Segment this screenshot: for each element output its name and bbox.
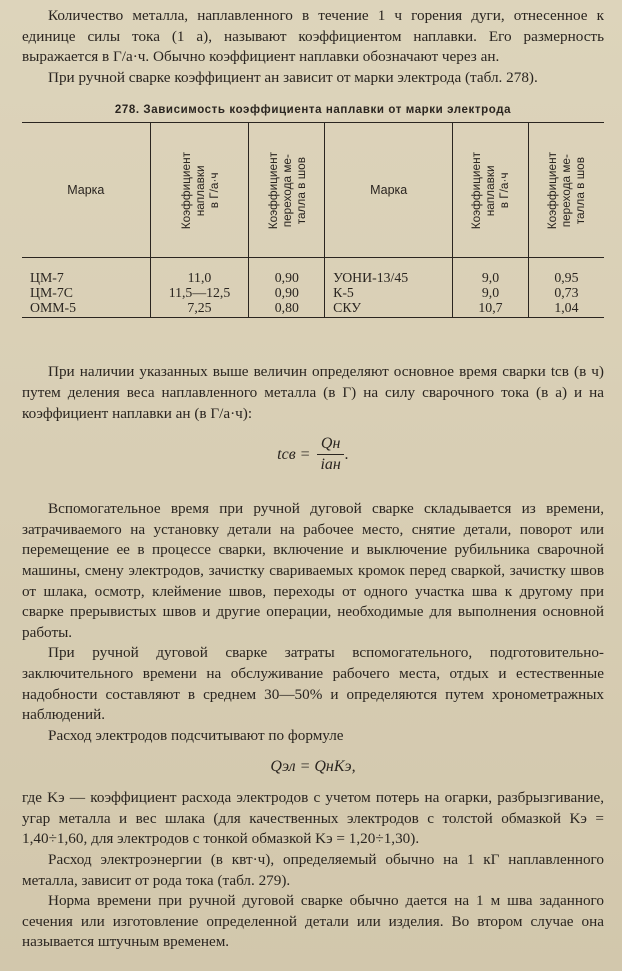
- table-cell: 9,0: [453, 285, 529, 300]
- header-coef-right: Коэффициент наплавки в Г/а·ч: [453, 123, 529, 258]
- header-transfer-right: Коэффициент перехода ме- талла в шов: [528, 123, 604, 258]
- paragraph-manual-welding: При ручной сварке коэффициент aн зависит от марки электрода (табл. 278).: [48, 68, 538, 86]
- table-cell: 9,0: [453, 258, 529, 286]
- table-cell: 0,90: [249, 285, 325, 300]
- table-cell: СКУ: [325, 300, 453, 318]
- table-cell: 0,80: [249, 300, 325, 318]
- paragraph-deposition-coefficient: Количество металла, наплавленного в течение 1 ч горения дуги, отнесенное к единице силы тока (1 а), называют коэффициентом наплавки. Его размерность выражается в Г/а·ч. Обычно коэффициент наплавки обозначают через aн.: [22, 7, 604, 66]
- formula-welding-time: [22, 434, 604, 475]
- header-mark-left: Марка: [22, 123, 150, 258]
- paragraph-ke-definition: где Kэ — коэффициент расхода электродов с учетом потерь на огарки, разбрызгивание, угар металла и вес шлака (для качественных электродов с толстой обмазкой Kэ = 1,40÷1,60, для электродов с тонкой обмазкой Kэ = 1,20÷1,30).: [22, 789, 604, 848]
- table-cell: 10,7: [453, 300, 529, 318]
- formula-fraction: [316, 434, 344, 475]
- formula-lhs: tсв =: [277, 445, 311, 463]
- table-cell: 0,73: [554, 285, 579, 301]
- table-cell: 1,04: [528, 300, 604, 318]
- table-cell: ЦМ-7: [22, 258, 150, 286]
- paragraph-auxiliary-time: Вспомогательное время при ручной дуговой сварке складывается из времени, затрачиваемого на установку детали на рабочее место, снятие детали, поворот или перемещение ее в процессе сварки, включение и выключение рубильника сварочной машины, смену электродов, зачистку свариваемых кромок перед сваркой, зачистку швов от шлака, осмотр, клеймение швов, переходы от одного участка шва к другому при сварке прерывистых швов и другие операции, необходимые для выполнения основной работы.: [22, 500, 604, 641]
- table-cell: УОНИ-13/45: [325, 258, 453, 286]
- table-header-row: [22, 123, 604, 258]
- table-row: [22, 258, 604, 286]
- table-row: [22, 285, 604, 300]
- table-row: [22, 300, 604, 318]
- formula-electrode: Qэл = QнKэ,: [270, 758, 356, 776]
- paragraph-energy: Расход электроэнергии (в квт·ч), определяемый обычно на 1 кГ наплавленного металла, зависит от рода тока (табл. 279).: [22, 851, 604, 889]
- formula-end: .: [344, 445, 349, 463]
- table-caption: 278. Зависимость коэффициента наплавки от марки электрода: [114, 104, 512, 117]
- paragraph-main-time: При наличии указанных выше величин определяют основное время сварки tсв (в ч) путем деления веса наплавленного металла (в Г) на силу сварочного тока (в а) и на коэффициент наплавки aн (в Г/а·ч):: [22, 363, 604, 422]
- table-cell: 0,90: [249, 258, 325, 286]
- paragraph-norm-time: Норма времени при ручной дуговой сварке обычно дается на 1 м шва заданного сечения или изготовление определенной детали или изделия. Во втором случае она называется штучным временем.: [22, 892, 604, 951]
- header-coef-left: Коэффициент наплавки в Г/а·ч: [150, 123, 249, 258]
- header-mark-right: Марка: [325, 123, 453, 258]
- header-transfer-left: Коэффициент перехода ме- талла в шов: [249, 123, 325, 258]
- formula-denominator: iaн: [320, 456, 341, 474]
- table-cell: ОММ-5: [22, 300, 150, 318]
- table-cell: ЦМ-7С: [22, 285, 150, 300]
- table-cell: К-5: [325, 285, 453, 300]
- table-cell: 7,25: [150, 300, 249, 318]
- table-cell: 0,95: [554, 270, 579, 286]
- table-cell: 11,5—12,5: [150, 285, 249, 300]
- formula-numerator: Qн: [317, 434, 345, 455]
- paragraph-overhead: При ручной дуговой сварке затраты вспомогательного, подготовительно-заключительного времени на обслуживание рабочего места, отдых и естественные надобности составляют в среднем 30—50% и определяются путем хронометражных наблюдений.: [22, 644, 604, 724]
- deposition-table: [22, 122, 604, 318]
- paragraph-electrode-consumption: Расход электродов подсчитывают по формуле: [48, 726, 344, 744]
- table-cell: 11,0: [150, 258, 249, 286]
